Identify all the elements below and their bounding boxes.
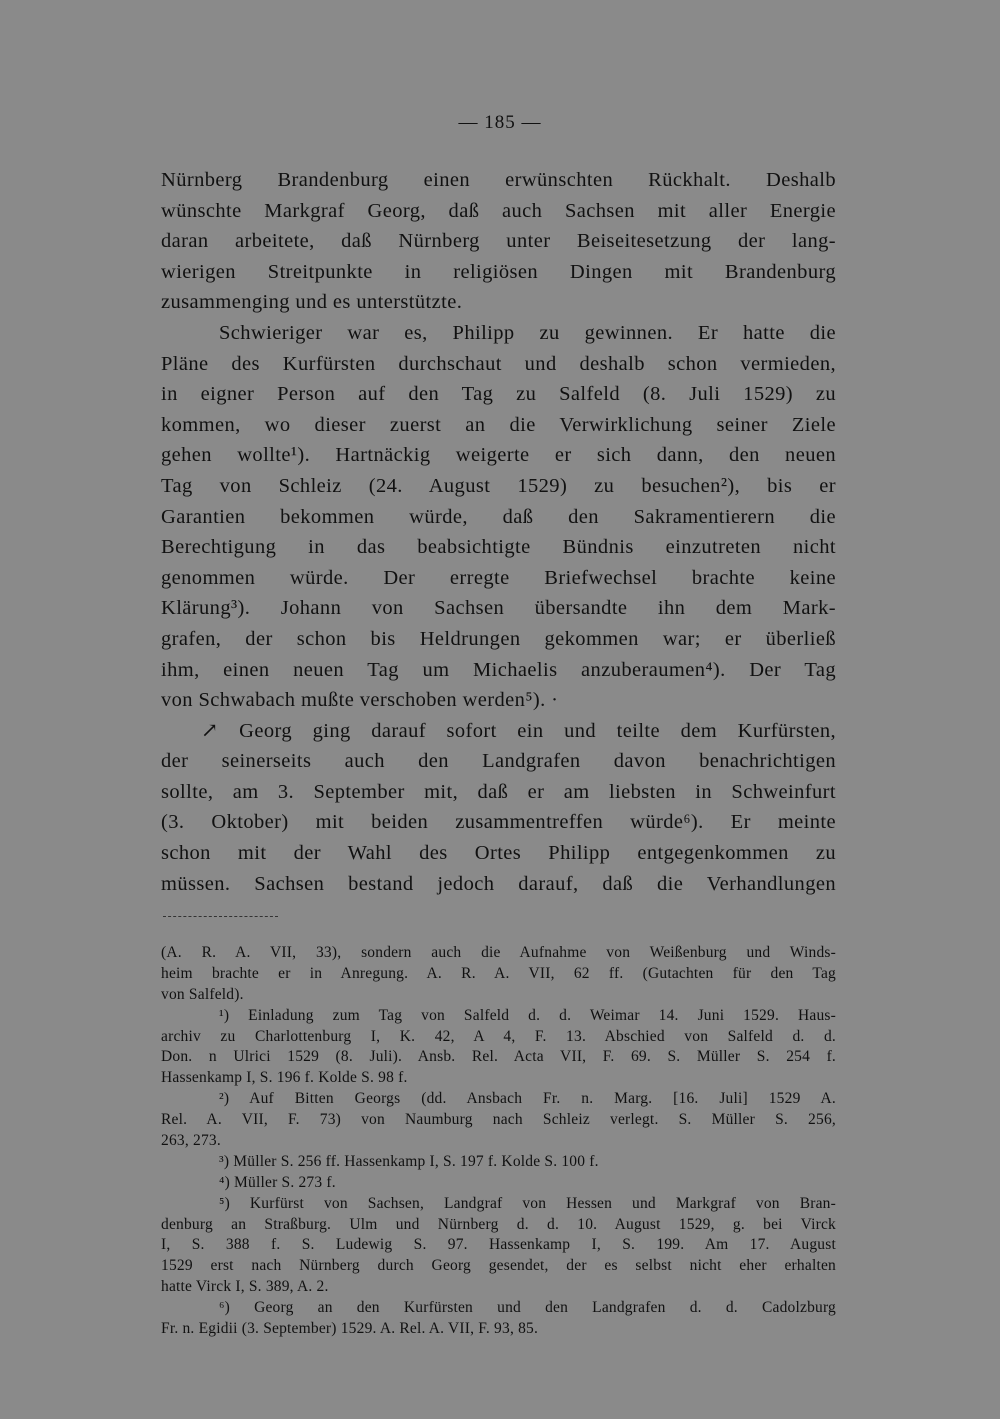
footnote-line: denburg an Straßburg. Ulm und Nürnberg d. d. 10. August 1529, g. bei Virck <box>161 1215 836 1233</box>
body-line: von Schwabach mußte verschoben werden⁵). · <box>161 689 559 712</box>
footnote-line: ⁴) Müller S. 273 f. <box>219 1173 336 1191</box>
body-line: sollte, am 3. September mit, daß er am liebsten in Schweinfurt <box>161 780 836 803</box>
footnote-line: Hassenkamp I, S. 196 f. Kolde S. 98 f. <box>161 1069 408 1087</box>
body-line: kommen, wo dieser zuerst an die Verwirklichung seiner Ziele <box>161 413 836 436</box>
footnote-line: (A. R. A. VII, 33), sondern auch die Aufnahme von Weißenburg und Winds- <box>161 944 836 961</box>
body-line: in eigner Person auf den Tag zu Salfeld (8. Juli 1529) zu <box>161 383 836 406</box>
body-line: daran arbeitete, daß Nürnberg unter Beiseitesetzung der lang- <box>161 230 836 253</box>
footnote-line: ³) Müller S. 256 ff. Hassenkamp I, S. 197 f. Kolde S. 100 f. <box>219 1152 599 1170</box>
footnote-line: Fr. n. Egidii (3. September) 1529. A. Rel. A. VII, F. 93, 85. <box>161 1320 539 1338</box>
footnote-line: I, S. 388 f. S. Ludewig S. 97. Hassenkamp I, S. 199. Am 17. August <box>161 1236 836 1254</box>
footnotes <box>161 943 836 1340</box>
body-line: genommen würde. Der erregte Briefwechsel brachte keine <box>161 566 836 589</box>
body-line: Nürnberg Brandenburg einen erwünschten Rückhalt. Deshalb <box>161 169 836 191</box>
footnote-line: ¹) Einladung zum Tag von Salfeld d. d. Weimar 14. Juni 1529. Haus- <box>219 1006 836 1024</box>
footnote-line: von Salfeld). <box>161 985 244 1003</box>
footnote-line: ⁶) Georg an den Kurfürsten und den Landgrafen d. d. Cadolzburg <box>219 1299 836 1317</box>
body-line: (3. Oktober) mit beiden zusammentreffen würde⁶). Er meinte <box>161 811 836 834</box>
body-line: grafen, der schon bis Heldrungen gekommen war; er überließ <box>161 627 836 650</box>
body-line: Klärung³). Johann von Sachsen übersandte ihn dem Mark- <box>161 597 836 620</box>
body-line: Pläne des Kurfürsten durchschaut und deshalb schon vermieden, <box>161 352 836 375</box>
footnote-line: archiv zu Charlottenburg I, K. 42, A 4, F. 13. Abschied von Salfeld d. d. <box>161 1027 836 1045</box>
footnote-line: ⁵) Kurfürst von Sachsen, Landgraf von Hessen und Markgraf von Bran- <box>219 1194 836 1212</box>
body-line: wierigen Streitpunkte in religiösen Dingen mit Brandenburg <box>161 260 836 283</box>
footnote-line: 1529 erst nach Nürnberg durch Georg gesendet, der es selbst nicht eher erhalten <box>161 1257 836 1275</box>
footnote-line: Rel. A. VII, F. 73) von Naumburg nach Schleiz verlegt. S. Müller S. 256, <box>161 1111 836 1129</box>
body-line: Schwieriger war es, Philipp zu gewinnen. Er hatte die <box>219 321 836 344</box>
footnote-line: hatte Virck I, S. 389, A. 2. <box>161 1278 329 1296</box>
footnote-line: 263, 273. <box>161 1132 221 1150</box>
body-line: Tag von Schleiz (24. August 1529) zu besuchen²), bis er <box>161 474 836 497</box>
footnote-line: heim brachte er in Anregung. A. R. A. VII, 62 ff. (Gutachten für den Tag <box>161 964 836 982</box>
page-number: — 185 — <box>458 112 542 133</box>
body-line: gehen wollte¹). Hartnäckig weigerte er sich dann, den neuen <box>161 444 836 467</box>
body-line: Garantien bekommen würde, daß den Sakramentierern die <box>161 505 836 528</box>
body-line: ihm, einen neuen Tag um Michaelis anzuberaumen⁴). Der Tag <box>161 658 836 681</box>
body-line: schon mit der Wahl des Ortes Philipp entgegenkommen zu <box>161 842 836 865</box>
footnote-separator <box>163 916 278 917</box>
body-line: ↗ Georg ging darauf sofort ein und teilte dem Kurfürsten, <box>201 719 836 742</box>
body-text <box>161 165 836 899</box>
body-line: der seinerseits auch den Landgrafen davon benachrichtigen <box>161 750 836 773</box>
footnote-line: Don. n Ulrici 1529 (8. Juli). Ansb. Rel. Acta VII, F. 69. S. Müller S. 254 f. <box>161 1048 836 1066</box>
body-line: müssen. Sachsen bestand jedoch darauf, daß die Verhandlungen <box>161 872 836 895</box>
body-line: Berechtigung in das beabsichtigte Bündnis einzutreten nicht <box>161 536 836 559</box>
footnote-line: ²) Auf Bitten Georgs (dd. Ansbach Fr. n. Marg. [16. Juli] 1529 A. <box>219 1090 836 1108</box>
body-line: wünschte Markgraf Georg, daß auch Sachsen mit aller Energie <box>161 199 836 222</box>
body-line: zusammenging und es unterstützte. <box>161 291 463 314</box>
